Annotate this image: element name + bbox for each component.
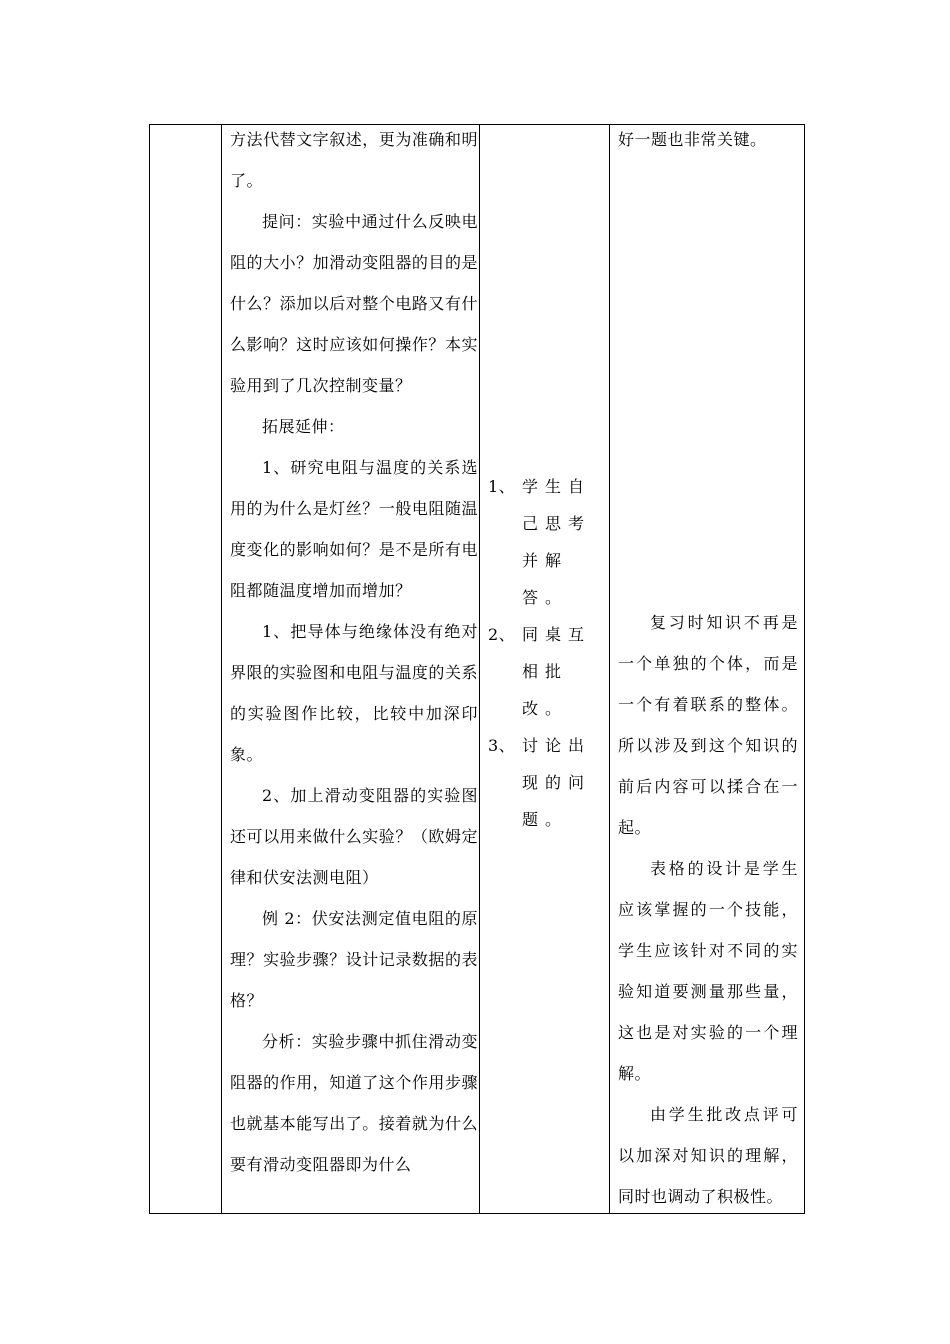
student-item — [488, 616, 603, 727]
item-text: 同桌互相批改。 — [522, 625, 592, 718]
teacher-paragraph: 2、加上滑动变阻器的实验图还可以用来做什么实验？（欧姆定律和伏安法测电阻） — [230, 786, 478, 887]
intent-paragraph: 复习时知识不再是一个单独的个体，而是一个有着联系的整体。所以涉及到这个知识的前后内容可以揉合在一起。 — [618, 613, 798, 837]
column-divider-2 — [479, 125, 480, 1213]
teacher-paragraph: 拓展延伸： — [262, 417, 345, 436]
student-item — [488, 727, 603, 838]
design-intent-column — [618, 125, 798, 1206]
item-number: 1、 — [488, 477, 516, 496]
teacher-paragraph: 1、把导体与绝缘体没有绝对界限的实验图和电阻与温度的关系的实验图作比较，比较中加深印象。 — [230, 622, 478, 764]
student-item — [488, 468, 603, 616]
intent-paragraphs — [618, 602, 798, 1217]
intent-paragraph: 由学生批改点评可以加深对知识的理解，同时也调动了积极性。 — [618, 1105, 798, 1206]
item-number: 3、 — [488, 736, 516, 755]
teacher-activity-column — [230, 125, 478, 1185]
item-text: 讨论出现的问题。 — [522, 736, 592, 829]
teacher-paragraph: 方法代替文字叙述，更为准确和明了。 — [230, 130, 478, 190]
lesson-table — [149, 124, 805, 1214]
intent-top-line: 好一题也非常关键。 — [618, 130, 767, 149]
item-text: 学生自己思考并解答。 — [522, 477, 592, 607]
item-number: 2、 — [488, 625, 516, 644]
teacher-paragraph: 1、研究电阻与温度的关系选用的为什么是灯丝？一般电阻随温度变化的影响如何？是不是所有电阻都随温度增加而增加？ — [230, 458, 478, 600]
teacher-paragraph: 提问：实验中通过什么反映电阻的大小？加滑动变阻器的目的是什么？添加以后对整个电路又有什么影响？这时应该如何操作？本实验用到了几次控制变量？ — [230, 212, 478, 395]
teacher-paragraph: 分析：实验步骤中抓住滑动变阻器的作用，知道了这个作用步骤也就基本能写出了。接着就为什么要有滑动变阻器即为什么 — [230, 1032, 478, 1174]
column-divider-3 — [609, 125, 610, 1213]
student-activity-column — [488, 468, 603, 838]
intent-paragraph: 表格的设计是学生应该掌握的一个技能，学生应该针对不同的实验知道要测量那些量，这也是对实验的一个理解。 — [618, 859, 798, 1083]
teacher-paragraph: 例 2：伏安法测定值电阻的原理？实验步骤？设计记录数据的表格？ — [230, 909, 478, 1010]
column-divider-1 — [221, 125, 222, 1213]
